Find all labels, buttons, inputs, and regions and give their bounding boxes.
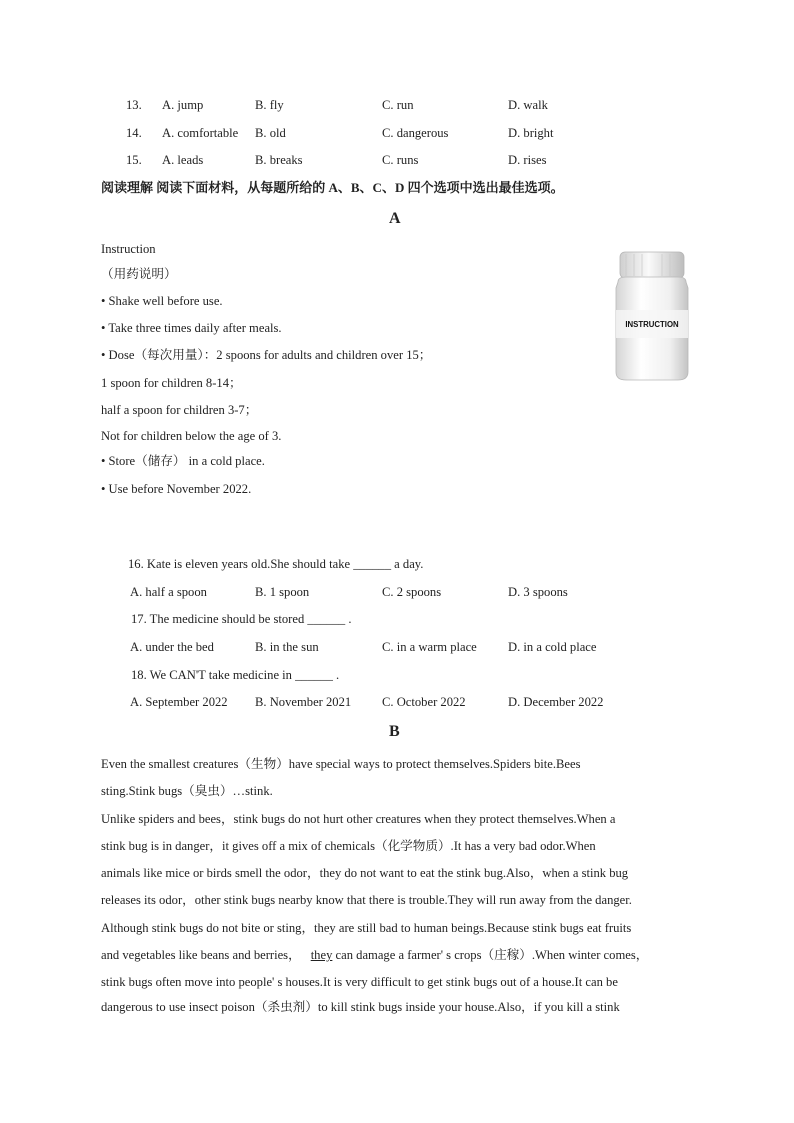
passage-line: stink bug is in danger，it gives off a mix of chemicals（化学物质）.It has a very bad odor.When (101, 839, 596, 853)
section-b-title: B (389, 723, 400, 740)
medicine-bottle-image (612, 250, 692, 382)
option-c: C. in a warm place (382, 640, 477, 654)
option-d: D. December 2022 (508, 695, 604, 709)
option-d: D. bright (508, 126, 554, 140)
option-a: A. comfortable (162, 126, 239, 140)
question-number: 15. (126, 153, 142, 167)
passage-line: sting.Stink bugs（臭虫）…stink. (101, 784, 273, 798)
option-b: B. in the sun (255, 640, 319, 654)
instruction-line: • Use before November 2022. (101, 482, 252, 496)
option-a: A. half a spoon (130, 585, 207, 599)
option-b: B. old (255, 126, 286, 140)
instruction-title: Instruction (101, 242, 156, 256)
option-d: D. rises (508, 153, 547, 167)
question-number: 14. (126, 126, 142, 140)
instruction-title-cn: （用药说明） (101, 267, 177, 281)
option-c: C. dangerous (382, 126, 449, 140)
question-number: 13. (126, 98, 142, 112)
passage-line: Although stink bugs do not bite or sting，they are still bad to human beings.Because stink bugs eat fruits (101, 921, 632, 935)
option-a: A. September 2022 (130, 695, 228, 709)
option-c: C. 2 spoons (382, 585, 442, 599)
bottle-label-text: INSTRUCTION (625, 320, 679, 329)
passage-text: and vegetables like beans and berries， (101, 948, 301, 962)
section-a-title: A (389, 210, 401, 227)
instruction-line: 1 spoon for children 8-14； (101, 376, 242, 390)
instruction-line: Not for children below the age of 3. (101, 429, 282, 443)
passage-line: Unlike spiders and bees，stink bugs do not hurt other creatures when they protect themselves.When a (101, 812, 616, 826)
option-b: B. breaks (255, 153, 303, 167)
reading-instructions-header: 阅读理解 阅读下面材料，从每题所给的 A、B、C、D 四个选项中选出最佳选项。 (101, 180, 564, 195)
instruction-line: • Take three times daily after meals. (101, 321, 282, 335)
option-a: A. leads (162, 153, 204, 167)
option-d: D. walk (508, 98, 548, 112)
passage-line: Even the smallest creatures（生物）have special ways to protect themselves.Spiders bite.Bees (101, 757, 581, 771)
question-stem: 18. We CAN'T take medicine in ______ . (131, 668, 340, 682)
option-b: B. fly (255, 98, 284, 112)
option-b: B. November 2021 (255, 695, 352, 709)
instruction-line: half a spoon for children 3-7； (101, 403, 258, 417)
underlined-word-they: they (310, 948, 333, 962)
option-a: A. jump (162, 98, 204, 112)
question-stem: 17. The medicine should be stored ______ . (131, 612, 352, 626)
option-c: C. October 2022 (382, 695, 466, 709)
option-c: C. runs (382, 153, 419, 167)
instruction-line: • Shake well before use. (101, 294, 223, 308)
instruction-line: • Dose（每次用量）：2 spoons for adults and children over 15； (101, 348, 432, 362)
passage-line (101, 947, 648, 963)
passage-text: can damage a farmer' s crops（庄稼）.When winter comes， (332, 948, 649, 962)
passage-line: dangerous to use insect poison（杀虫剂）to kill stink bugs inside your house.Also，if you kill a stink (101, 1000, 620, 1014)
option-d: D. 3 spoons (508, 585, 568, 599)
instruction-line: • Store（储存） in a cold place. (101, 454, 265, 468)
passage-line: animals like mice or birds smell the odor，they do not want to eat the stink bug.Also，when a stink bug (101, 866, 629, 880)
passage-line: releases its odor，other stink bugs nearby know that there is trouble.They will run away from the danger. (101, 893, 632, 907)
option-c: C. run (382, 98, 414, 112)
option-b: B. 1 spoon (255, 585, 310, 599)
option-a: A. under the bed (130, 640, 214, 654)
question-stem: 16. Kate is eleven years old.She should take ______ a day. (128, 557, 424, 571)
passage-line: stink bugs often move into people' s houses.It is very difficult to get stink bugs out of a house.It can be (101, 975, 618, 989)
option-d: D. in a cold place (508, 640, 597, 654)
